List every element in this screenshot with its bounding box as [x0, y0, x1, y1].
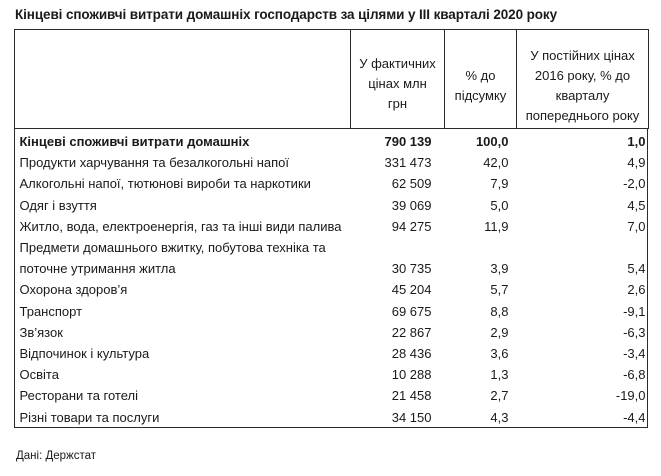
table-right-border	[647, 128, 648, 428]
row-category-label: Алкогольні напої, тютюнові вироби та наркотики	[19, 176, 311, 192]
household-expenditure-table	[14, 29, 649, 428]
row-value-percent-of-total: 8,8	[490, 303, 509, 319]
row-value-constant-prices: -4,4	[623, 409, 646, 425]
row-value-constant-prices: -19,0	[615, 388, 646, 404]
row-value-percent-of-total: 5,0	[490, 197, 509, 213]
row-category-label: Одяг і взуття	[19, 197, 97, 213]
row-value-actual-prices: 94 275	[391, 218, 432, 234]
table-header-row	[15, 30, 649, 129]
row-value-constant-prices: 2,6	[627, 282, 646, 298]
row-value-percent-of-total: 4,3	[490, 409, 509, 425]
table-row	[15, 237, 649, 279]
table-header	[15, 30, 649, 129]
row-category-label: Зв’язок	[19, 324, 63, 340]
row-value-actual-prices: 10 288	[391, 367, 432, 383]
row-value-constant-prices: -6,8	[623, 367, 646, 383]
row-value-actual-prices: 22 867	[391, 324, 432, 340]
table-row	[15, 407, 649, 428]
row-category-label: Різні товари та послуги	[19, 409, 160, 425]
row-value-constant-prices: 1,0	[627, 134, 646, 149]
page-title: Кінцеві споживчі витрати домашніх господарств за цілями у III кварталі 2020 року	[15, 7, 557, 22]
row-value-percent-of-total: 1,3	[490, 367, 509, 383]
row-category-label: Ресторани та готелі	[19, 388, 139, 404]
row-category-label: Освіта	[19, 367, 59, 383]
row-value-actual-prices: 69 675	[391, 303, 432, 319]
table-row	[15, 322, 649, 343]
table-body	[15, 129, 649, 428]
row-category-label: Транспорт	[19, 303, 83, 319]
row-value-actual-prices: 39 069	[391, 197, 432, 213]
row-value-actual-prices: 62 509	[391, 176, 432, 192]
column-header-actual-prices: У фактичних цінах млн грн	[351, 30, 445, 129]
row-value-percent-of-total: 2,7	[490, 388, 509, 404]
row-category-label: Предмети домашнього вжитку, побутова техніка та поточне утримання житла	[19, 240, 326, 277]
row-value-constant-prices: -2,0	[623, 176, 646, 192]
table-row	[15, 129, 649, 153]
table-row	[15, 216, 649, 237]
row-value-actual-prices: 790 139	[384, 134, 432, 149]
row-value-constant-prices: 4,5	[627, 197, 646, 213]
table-row	[15, 279, 649, 300]
row-value-constant-prices: 5,4	[627, 261, 646, 277]
row-value-actual-prices: 21 458	[391, 388, 432, 404]
row-category-label: Відпочинок і культура	[19, 346, 150, 362]
data-source-note: Дані: Держстат	[16, 450, 97, 462]
row-value-constant-prices: 4,9	[627, 155, 646, 171]
row-value-percent-of-total: 2,9	[490, 324, 509, 340]
row-value-constant-prices: 7,0	[627, 218, 646, 234]
table-row	[15, 364, 649, 385]
table-row	[15, 173, 649, 194]
column-header-constant-prices: У постійних цінах 2016 року, % до кварталу попереднього року	[517, 30, 649, 129]
row-value-constant-prices: -6,3	[623, 324, 646, 340]
column-header-category	[15, 30, 351, 129]
row-category-label: Житло, вода, електроенергія, газ та інші види палива	[19, 218, 342, 234]
row-value-actual-prices: 331 473	[384, 155, 432, 171]
table-row	[15, 195, 649, 216]
row-value-percent-of-total: 3,6	[490, 346, 509, 362]
row-value-constant-prices: -9,1	[623, 303, 646, 319]
row-value-constant-prices: -3,4	[623, 346, 646, 362]
row-value-actual-prices: 34 150	[391, 409, 432, 425]
row-category-label: Продукти харчування та безалкогольні напої	[19, 155, 290, 171]
statistics-table-container	[14, 29, 648, 428]
table-row	[15, 343, 649, 364]
table-row	[15, 301, 649, 322]
row-value-actual-prices: 30 735	[391, 261, 432, 277]
row-value-percent-of-total: 5,7	[490, 282, 509, 298]
table-left-border	[14, 128, 15, 428]
table-bottom-border	[14, 427, 648, 428]
row-value-percent-of-total: 42,0	[483, 155, 509, 171]
row-value-actual-prices: 28 436	[391, 346, 432, 362]
row-value-percent-of-total: 7,9	[490, 176, 509, 192]
row-value-actual-prices: 45 204	[391, 282, 432, 298]
row-value-percent-of-total: 11,9	[484, 218, 509, 234]
table-row	[15, 385, 649, 406]
row-category-label: Охорона здоров’я	[19, 282, 128, 298]
column-header-percent-of-total: % до підсумку	[445, 30, 517, 129]
row-value-percent-of-total: 3,9	[490, 261, 509, 277]
row-category-label: Кінцеві споживчі витрати домашніх	[19, 134, 250, 149]
table-row	[15, 152, 649, 173]
row-value-percent-of-total: 100,0	[475, 134, 509, 149]
